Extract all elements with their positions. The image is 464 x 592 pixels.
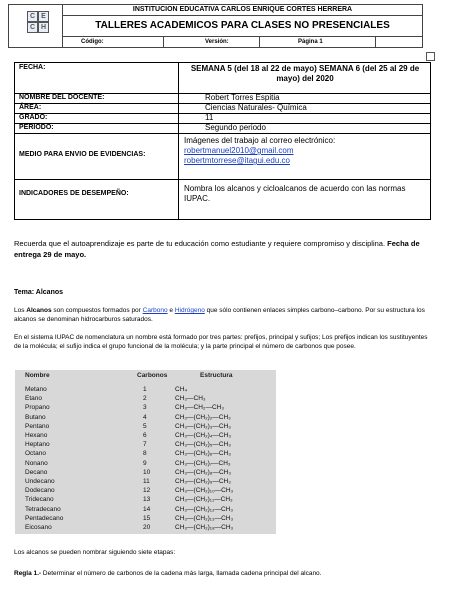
alkane-structure: CH₄	[175, 386, 188, 393]
medio-intro: Imágenes del trabajo al correo electrónico:	[184, 136, 336, 145]
version-label: Versión:	[205, 39, 229, 45]
area-label: ÁREA:	[19, 104, 42, 111]
alkane-row	[15, 506, 276, 515]
iupac-paragraph: En el sistema IUPAC de nomenclatura un nombre está formado por tres partes: prefijos, principal y sufijos; Los prefijos indican los sustituyentes de la molécula; el sufijo indica el grupo funcional de la molécula; y la parte principal el número de carbonos que posee.	[14, 334, 428, 350]
intro-text: que sólo contienen enlaces simples carbono–carbono. Por su estructura los alcanos se denominan hidrocarburos saturados.	[14, 307, 425, 323]
alkane-name: Pentano	[25, 422, 50, 430]
alkane-structure: CH₃—CH₂—CH₃	[175, 404, 224, 412]
alkane-name: Tetradecano	[25, 505, 61, 513]
alkane-name: Undecano	[25, 478, 55, 485]
code-row	[63, 37, 422, 47]
alkane-name: Nonano	[25, 459, 48, 467]
col-header-estructura: Estructura	[200, 372, 233, 379]
alkane-row	[15, 478, 276, 487]
alkane-row	[15, 395, 276, 404]
email-link-1[interactable]: robertmanuel2010@gmail.com	[184, 146, 294, 155]
alkane-name: Pentadecano	[25, 514, 64, 522]
intro-text: e	[167, 307, 175, 314]
alkane-name: Hexano	[25, 432, 48, 439]
alkane-row	[15, 423, 276, 432]
alkane-carbons: 9	[143, 459, 147, 467]
row-area	[15, 104, 430, 114]
docente-value: Robert Torres Espitia	[205, 93, 280, 102]
alkane-row	[15, 515, 276, 524]
grado-value: 11	[205, 113, 214, 122]
topic-heading: Tema: Alcanos	[14, 289, 64, 296]
code-label: Código:	[81, 39, 104, 45]
docente-label: NOMBRE DEL DOCENTE:	[19, 94, 105, 101]
periodo-value: Segundo periodo	[205, 123, 266, 132]
alkane-row	[15, 450, 276, 459]
alkane-name: Metano	[25, 386, 47, 393]
area-value: Ciencias Naturales- Química	[205, 103, 307, 112]
school-logo	[9, 5, 63, 47]
indicadores-value: Nombra los alcanos y cicloalcanos de acuerdo con las normas IUPAC.	[184, 184, 406, 203]
alkane-carbons: 14	[143, 505, 151, 513]
alkane-carbons: 12	[143, 487, 151, 495]
resize-handle[interactable]	[426, 52, 435, 61]
row-indicadores	[15, 180, 430, 218]
alkane-row	[15, 496, 276, 505]
alkane-structure: CH₃—(CH₂)₉—CH₃	[175, 478, 231, 485]
logo-letter: C	[27, 11, 38, 22]
document-header	[8, 4, 423, 48]
reminder-text: Recuerda que el autoaprendizaje es parte de tu educación como estudiante y requiere compromiso y disciplina.	[14, 239, 386, 248]
alkane-name: Etano	[25, 395, 42, 403]
alkane-row	[15, 404, 276, 413]
alkane-row	[15, 524, 276, 533]
due-date: Fecha de entrega 29 de mayo.	[14, 239, 420, 259]
logo-letter: C	[27, 22, 38, 33]
reminder-paragraph	[14, 238, 434, 260]
alkane-structure: CH₃—(CH₂)₁₈—CH₃	[175, 524, 234, 531]
document-title: TALLERES ACADEMICOS PARA CLASES NO PRESENCIALES	[63, 16, 422, 37]
alkanes-table	[15, 370, 276, 534]
alkane-carbons: 3	[143, 404, 147, 412]
logo-emblem	[27, 11, 47, 41]
alkane-structure: CH₃—(CH₂)₁₁—CH₃	[175, 496, 233, 504]
alkane-carbons: 15	[143, 514, 151, 522]
alkane-carbons: 8	[143, 450, 147, 458]
col-header-carbonos: Carbonos	[137, 372, 168, 379]
alkane-name: Dodecano	[25, 487, 55, 495]
carbono-link[interactable]: Carbono	[142, 307, 168, 314]
alkane-row	[15, 414, 276, 423]
row-fecha	[15, 63, 430, 94]
alkane-row	[15, 432, 276, 441]
alkane-name: Decano	[25, 468, 48, 476]
grado-label: GRADO:	[19, 114, 48, 121]
alkane-carbons: 13	[143, 496, 151, 504]
alkane-structure: CH₃—(CH₂)₁₀—CH₃	[175, 487, 234, 495]
alkane-row	[15, 460, 276, 469]
info-table	[14, 62, 431, 220]
fecha-label: FECHA:	[19, 64, 46, 71]
school-name: INSTITUCION EDUCATIVA CARLOS ENRIQUE CORTES HERRERA	[63, 5, 422, 16]
intro-bold: Alcanos	[26, 307, 52, 314]
steps-text: Los alcanos se pueden nombrar siguiendo siete etapas:	[14, 549, 176, 556]
alkane-carbons: 20	[143, 524, 151, 531]
alkane-structure: CH₃—(CH₂)₃—CH₃	[175, 422, 231, 430]
alkane-carbons: 5	[143, 422, 147, 430]
intro-text: Los	[14, 307, 27, 314]
alkane-name: Butano	[25, 413, 46, 421]
row-periodo	[15, 124, 430, 134]
alkane-carbons: 4	[143, 413, 147, 421]
indicadores-label: INDICADORES DE DESEMPEÑO:	[19, 190, 129, 197]
alkane-carbons: 10	[143, 468, 151, 476]
alkane-name: Tridecano	[25, 496, 54, 504]
alkane-row	[15, 441, 276, 450]
intro-text: son compuestos formados por	[51, 307, 143, 314]
alkane-name: Propano	[25, 404, 50, 412]
hidrogeno-link[interactable]: Hidrógeno	[174, 307, 205, 314]
alkane-name: Octano	[25, 450, 46, 458]
alkane-carbons: 11	[143, 478, 150, 485]
rule1-text: Determinar el número de carbonos de la cadena más larga, llamada cadena principal del alcano.	[41, 570, 322, 577]
row-medio	[15, 134, 430, 180]
alkane-carbons: 7	[143, 441, 147, 449]
alkane-structure: CH₃—(CH₂)₄—CH₃	[175, 432, 231, 439]
alkane-structure: CH₃—CH₃	[175, 395, 206, 403]
periodo-label: PERIODO:	[19, 124, 54, 131]
alkane-row	[15, 386, 276, 395]
alkane-structure: CH₃—(CH₂)₅—CH₃	[175, 441, 231, 449]
alkane-structure: CH₃—(CH₂)₁₃—CH₃	[175, 514, 234, 522]
alkane-structure: CH₃—(CH₂)₇—CH₃	[175, 459, 231, 467]
alkane-structure: CH₃—(CH₂)₆—CH₃	[175, 450, 231, 458]
page-label: Página 1	[298, 39, 323, 45]
alkane-row	[15, 469, 276, 478]
rule1-label: Regla 1.-	[14, 570, 42, 577]
alkane-name: Eicosano	[25, 524, 52, 531]
medio-label: MEDIO PARA ENVIO DE EVIDENCIAS:	[19, 151, 146, 158]
alkane-structure: CH₃—(CH₂)₂—CH₃	[175, 413, 231, 421]
alkane-structure: CH₃—(CH₂)₁₂—CH₃	[175, 505, 234, 513]
alkane-row	[15, 487, 276, 496]
col-header-nombre: Nombre	[25, 372, 50, 379]
fecha-value: SEMANA 5 (del 18 al 22 de mayo) SEMANA 6 (del 25 al 29 de mayo) del 2020	[190, 64, 420, 83]
logo-letter: E	[38, 11, 49, 22]
email-link-2[interactable]: robertmtorrese@itagui.edu.co	[184, 156, 290, 165]
intro-paragraph	[14, 306, 434, 324]
alkane-carbons: 2	[143, 395, 147, 403]
logo-letter: H	[38, 22, 49, 33]
rule1-paragraph	[14, 569, 434, 578]
alkane-name: Heptano	[25, 441, 50, 449]
alkane-structure: CH₃—(CH₂)₈—CH₃	[175, 468, 232, 476]
alkane-carbons: 1	[143, 386, 147, 393]
alkane-carbons: 6	[143, 432, 147, 439]
